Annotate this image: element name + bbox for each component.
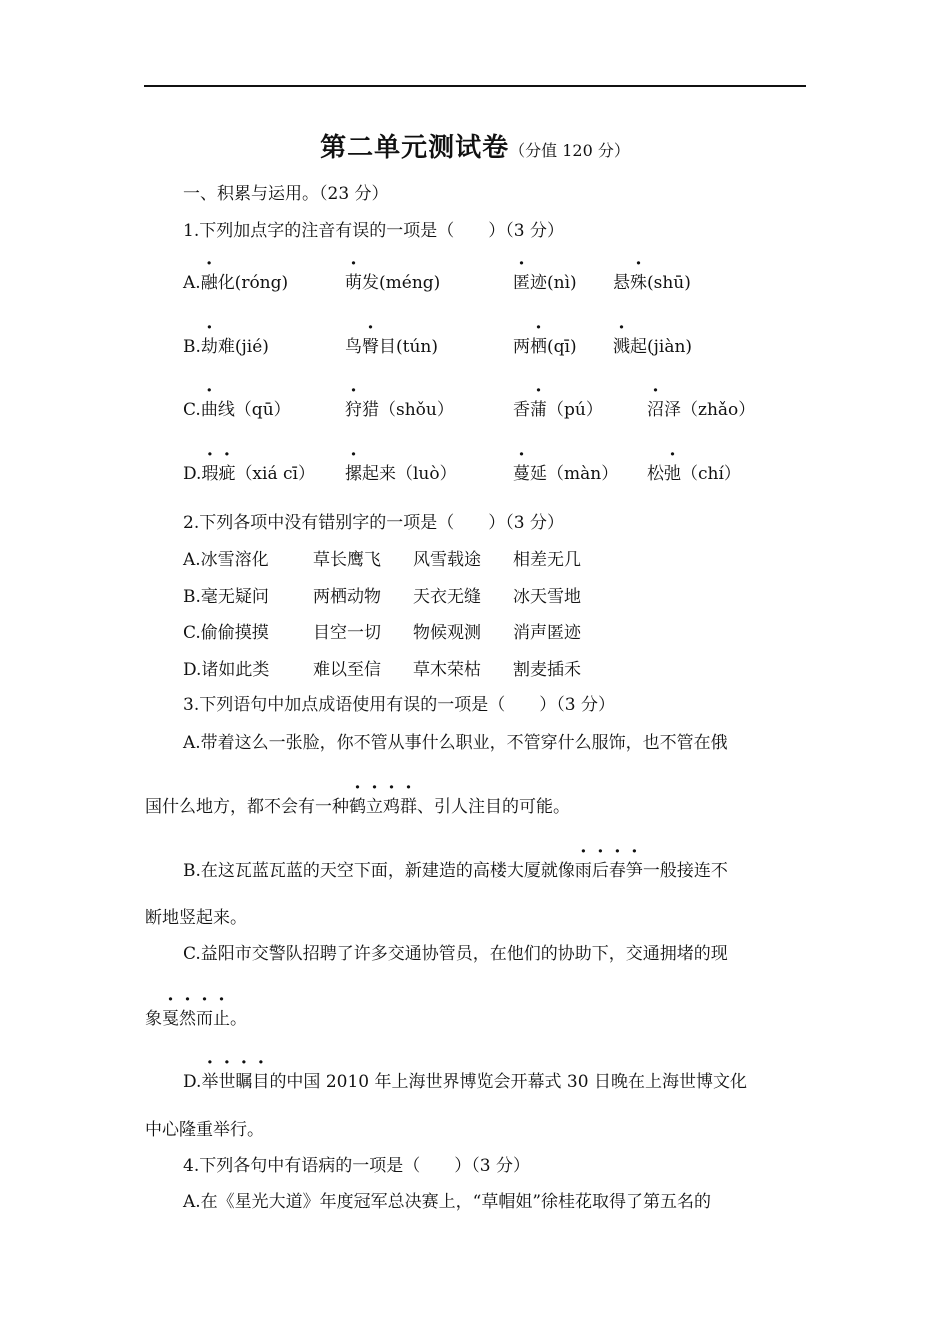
emphasis-char: 然	[179, 1009, 196, 1029]
q1-stem: 1.下列加点字的注音有误的一项是（ ）（3 分）	[183, 221, 564, 241]
q1-option-item: D.瑕疵（xiá cī）	[183, 464, 315, 484]
q2-option-item: A.冰雪溶化	[183, 550, 269, 570]
emphasis-char: 笋	[625, 861, 643, 881]
q2-option-item: 难以至信	[313, 660, 381, 680]
emphasis-char: 融	[200, 273, 218, 293]
q2-option-item: 两栖动物	[313, 587, 381, 607]
emphasis-char: 鸡	[383, 797, 400, 817]
dotted-char-group	[362, 337, 379, 357]
dotted-char-group	[664, 464, 681, 484]
section-heading: 一、积累与运用。（23 分）	[183, 184, 389, 204]
emphasis-char: 举	[201, 1072, 219, 1092]
q1-option-item: 匿迹(nì)	[513, 273, 577, 293]
q3-option-a-line1: A.带着这么一张脸，你不管从事什么职业，不管穿什么服饰，也不管在俄	[183, 733, 728, 753]
q1-option-item: C.曲线（qū）	[183, 400, 291, 420]
emphasis-char: 曲	[200, 400, 218, 420]
header-rule	[144, 85, 806, 87]
emphasis-char: 瑕	[201, 464, 219, 484]
dotted-char-group	[513, 464, 530, 484]
q1-option-item: 松弛（chí）	[647, 464, 741, 484]
emphasis-char: 栖	[530, 337, 547, 357]
q2-option-item: 冰天雪地	[513, 587, 581, 607]
emphasis-char: 蔓	[513, 464, 530, 484]
q2-option-item: 物候观测	[413, 623, 481, 643]
q1-option-item: 狩猎（shǒu）	[345, 400, 454, 420]
q2-option-item: 消声匿迹	[513, 623, 581, 643]
q3-option-c-line1: C.益阳市交警队招聘了许多交通协管员，在他们的协助下，交通拥堵的现	[183, 944, 728, 964]
emphasis-char: 劫	[200, 337, 218, 357]
emphasis-char: 臀	[362, 337, 379, 357]
q1-option-item: B.劫难(jié)	[183, 337, 269, 357]
dotted-char-group	[647, 400, 664, 420]
emphasis-char: 立	[366, 797, 383, 817]
dotted-char-group	[530, 400, 547, 420]
q2-option-item: 风雪载途	[413, 550, 481, 570]
dotted-idiom	[162, 1009, 230, 1029]
emphasis-char: 弛	[664, 464, 681, 484]
emphasis-char: 殊	[630, 273, 647, 293]
dotted-char-group	[201, 400, 218, 420]
q2-option-item: C.偷偷摸摸	[183, 623, 269, 643]
q2-option-item: 草长鹰飞	[313, 550, 381, 570]
emphasis-char: 瞩	[235, 1072, 253, 1092]
q3-option-d-line1: D.举世瞩目的中国 2010 年上海世界博览会开幕式 30 日晚在上海世博文化	[183, 1072, 747, 1092]
q1-option-item: 蔓延（màn）	[513, 464, 619, 484]
emphasis-char: 而	[196, 1009, 213, 1029]
emphasis-char: 后	[591, 861, 609, 881]
dotted-char-group	[530, 337, 547, 357]
dotted-char-group	[513, 273, 530, 293]
q1-option-item: 萌发(méng)	[345, 273, 441, 293]
emphasis-char: 群	[400, 797, 417, 817]
q2-option-item: B.毫无疑问	[183, 587, 269, 607]
emphasis-char: 春	[608, 861, 626, 881]
q3-option-b-line2: 断地竖起来。	[145, 908, 247, 928]
q1-option-item: 鸟臀目(tún)	[345, 337, 438, 357]
q4-option-a-line1: A.在《星光大道》年度冠军总决赛上，“草帽姐”徐桂花取得了第五名的	[183, 1192, 712, 1212]
q2-option-item: 相差无几	[513, 550, 581, 570]
q1-option-item: 摞起来（luò）	[345, 464, 457, 484]
dotted-char-group	[345, 400, 362, 420]
exam-title	[0, 127, 950, 164]
dotted-idiom	[575, 861, 643, 881]
q1-option-item: 溅起(jiàn)	[613, 337, 693, 357]
emphasis-char: 溅	[613, 337, 630, 357]
q3-option-b-line1: B.在这瓦蓝瓦蓝的天空下面，新建造的高楼大厦就像雨后春笋一般接连不	[183, 861, 728, 881]
emphasis-char: 蒲	[530, 400, 547, 420]
q1-option-item: 两栖(qī)	[513, 337, 577, 357]
q1-option-item: 沼泽（zhǎo）	[647, 400, 756, 420]
q2-option-item: 草木荣枯	[413, 660, 481, 680]
q3-stem: 3.下列语句中加点成语使用有误的一项是（ ）（3 分）	[183, 695, 615, 715]
title-sub: （分值 120 分）	[509, 141, 630, 160]
emphasis-char: 狩	[345, 400, 362, 420]
q1-option-item: 香蒲（pú）	[513, 400, 603, 420]
q3-option-a-line2: 国什么地方，都不会有一种鹤立鸡群、引人注目的可能。	[145, 797, 570, 817]
dotted-idiom	[201, 1072, 269, 1092]
dotted-idiom	[349, 797, 417, 817]
q3-option-d-line2: 中心隆重举行。	[145, 1120, 264, 1140]
dotted-char-group	[345, 273, 362, 293]
dotted-char-group	[201, 337, 218, 357]
q1-option-item: 悬殊(shū)	[613, 273, 691, 293]
q3-option-c-line2: 象戛然而止。	[145, 1009, 247, 1029]
dotted-char-group	[345, 464, 362, 484]
emphasis-char: 摞	[345, 464, 362, 484]
q1-option-item: A.融化(róng)	[183, 273, 289, 293]
emphasis-char: 止	[213, 1009, 230, 1029]
emphasis-char: 鹤	[349, 797, 366, 817]
q2-stem: 2.下列各项中没有错别字的一项是（ ）（3 分）	[183, 513, 564, 533]
q4-stem: 4.下列各句中有语病的一项是（ ）（3 分）	[183, 1156, 530, 1176]
emphasis-char: 匿	[513, 273, 530, 293]
q2-option-item: 天衣无缝	[413, 587, 481, 607]
title-main: 第二单元测试卷	[320, 133, 510, 163]
dotted-char-group	[613, 337, 630, 357]
q2-option-item: D.诸如此类	[183, 660, 270, 680]
dotted-char-group	[201, 273, 218, 293]
emphasis-char: 目	[252, 1072, 270, 1092]
emphasis-char: 世	[218, 1072, 236, 1092]
emphasis-char: 萌	[345, 273, 362, 293]
q2-option-item: 目空一切	[313, 623, 381, 643]
emphasis-char: 戛	[162, 1009, 179, 1029]
emphasis-char: 疵	[218, 464, 236, 484]
emphasis-char: 雨	[574, 861, 592, 881]
q2-option-item: 割麦插禾	[513, 660, 581, 680]
emphasis-char: 沼	[647, 400, 664, 420]
dotted-char-group	[201, 464, 235, 484]
